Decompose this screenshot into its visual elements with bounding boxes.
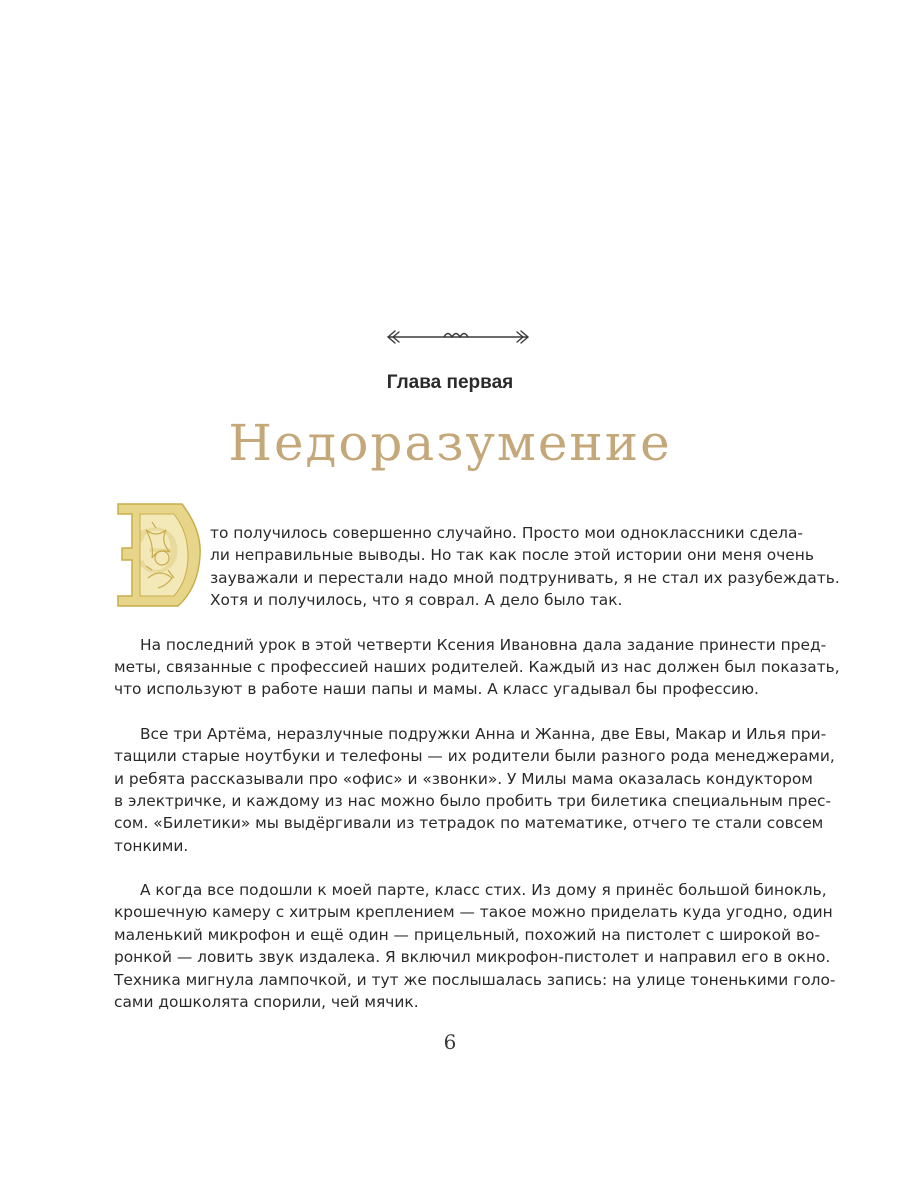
text-line: маленький микрофон и ещё один — прицельный, похожий на пистолет с широкой во- — [114, 925, 821, 944]
text-line: меты, связанные с профессией наших родителей. Каждый из нас должен был показать, — [114, 657, 840, 676]
text-line: тащили старые ноутбуки и телефоны — их родители были разного рода менеджерами, — [114, 747, 835, 766]
text-line: и ребята рассказывали про «офис» и «звонки». У Милы мама оказалась кондуктором — [114, 769, 813, 788]
text-line: Все три Артёма, неразлучные подружки Анна и Жанна, две Евы, Макар и Илья при- — [140, 724, 827, 743]
text-line: зауважали и перестали надо мной подтрунивать, я не стал их разубеждать. — [210, 568, 840, 587]
ornament-divider — [384, 326, 532, 348]
text-line: сом. «Билетики» мы выдёргивали из тетрадок по математике, отчего те стали совсем — [114, 814, 824, 833]
text-line: крошечную камеру с хитрым креплением — такое можно приделать куда угодно, один — [114, 903, 833, 922]
text-line: тонкими. — [114, 836, 189, 855]
dropcap-glyph: Э — [135, 517, 181, 587]
text-line: А когда все подошли к моей парте, класс стих. Из дому я принёс большой бинокль, — [140, 881, 827, 900]
text-line: сами дошколята спорили, чей мячик. — [114, 993, 419, 1012]
text-line: На последний урок в этой четверти Ксения Ивановна дала задание принести пред- — [140, 635, 827, 654]
text-line: что используют в работе наши папы и мамы. А класс угадывал бы профессию. — [114, 680, 759, 699]
chapter-title: Недоразумение — [228, 414, 672, 472]
chapter-text — [114, 522, 840, 1013]
page-number: 6 — [443, 1030, 457, 1054]
text-line: Хотя и получилось, что я соврал. А дело было так. — [210, 591, 623, 610]
chapter-label: Глава первая — [386, 372, 514, 393]
text-line: Техника мигнула лампочкой, и тут же послышалась запись: на улице тоненькими голо- — [114, 970, 836, 989]
text-line: ронкой — ловить звук издалека. Я включил микрофон-пистолет и направил его в окно. — [114, 948, 831, 967]
text-line: в электричке, и каждому из нас можно было пробить три билетика специальным прес- — [114, 791, 832, 810]
text-line: то получилось совершенно случайно. Просто мои одноклассники сдела- — [210, 524, 803, 542]
text-line: ли неправильные выводы. Но так как после этой истории они меня очень — [210, 546, 814, 565]
